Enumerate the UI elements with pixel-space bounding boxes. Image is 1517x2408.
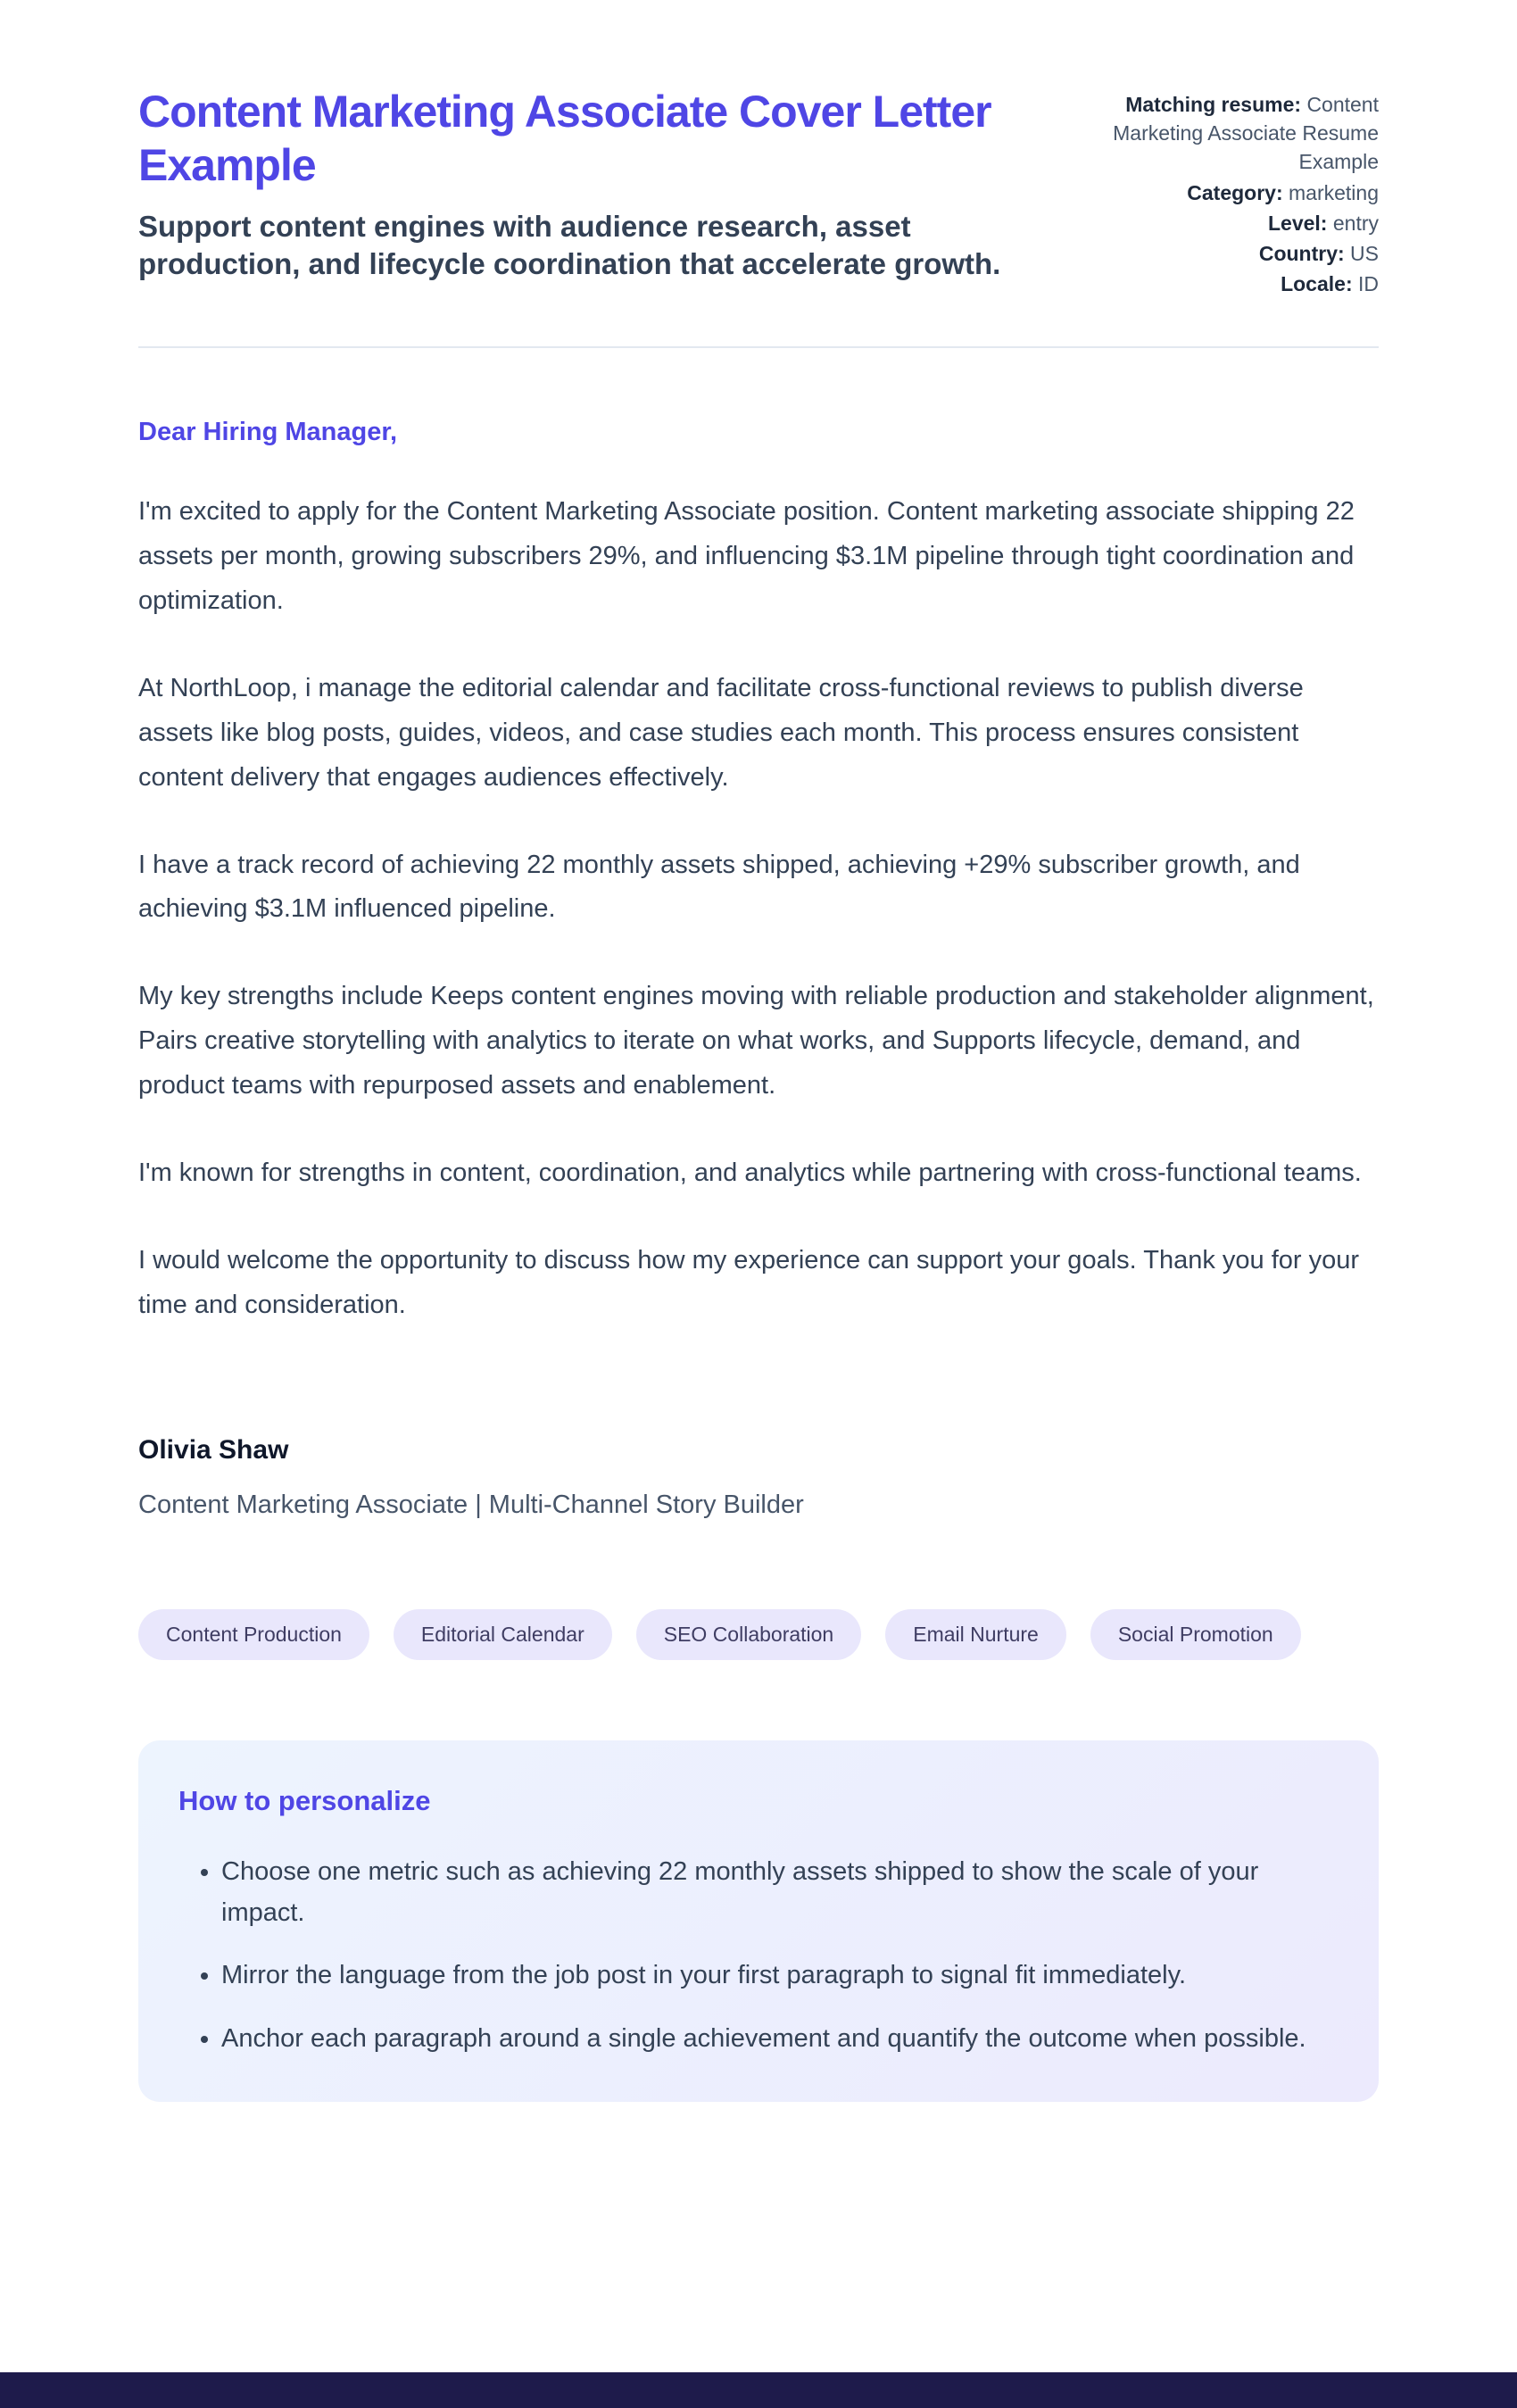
skill-tag: Social Promotion <box>1090 1609 1301 1660</box>
salutation: Dear Hiring Manager, <box>138 418 398 447</box>
how-to-personalize-box <box>138 1740 1379 2103</box>
tips-heading: How to personalize <box>178 1784 431 1816</box>
resume-meta-block <box>1071 85 1379 300</box>
signature-name: Olivia Shaw <box>138 1434 289 1465</box>
meta-label: Country: <box>1258 241 1351 265</box>
skill-tag: SEO Collaboration <box>636 1609 862 1660</box>
letter-paragraph: I'm known for strengths in content, coordination, and analytics while partnering with cross-functional teams. <box>138 1158 1362 1187</box>
meta-value: ID <box>1358 272 1379 296</box>
meta-value: marketing <box>1289 180 1379 204</box>
footer-band <box>0 2372 1517 2408</box>
skill-tags <box>138 1609 1379 1660</box>
meta-label: Level: <box>1267 211 1333 235</box>
tip-item: • Anchor each paragraph around a single achievement and quantify the outcome when possible. <box>221 2018 1330 2059</box>
meta-category <box>1071 179 1379 207</box>
meta-locale <box>1071 270 1379 298</box>
tip-item: • Mirror the language from the job post in your first paragraph to signal fit immediately. <box>221 1955 1330 1996</box>
page-subtitle: Support content engines with audience research, asset production, and lifecycle coordination that accelerate growth. <box>138 210 1001 280</box>
skill-tag: Editorial Calendar <box>394 1609 612 1660</box>
skill-tag: Content Production <box>138 1609 369 1660</box>
letter-paragraph: My key strengths include Keeps content engines moving with reliable production and stakeholder alignment, Pairs creative storytelling with analytics to iterate on what works, and Supports lifecycle, demand, and product teams with repurposed assets and enablement. <box>138 982 1374 1100</box>
meta-level <box>1071 209 1379 237</box>
letter-paragraph: I'm excited to apply for the Content Marketing Associate position. Content marketing associate shipping 22 assets per month, growing subscribers 29%, and influencing $3.1M pipeline through tight coordination and optimization. <box>138 497 1355 616</box>
meta-label: Category: <box>1187 180 1289 204</box>
letter-paragraph: I would welcome the opportunity to discuss how my experience can support your goals. Thank you for your time and consideration. <box>138 1245 1360 1319</box>
cover-letter-body <box>138 418 1379 1519</box>
header-title-block <box>138 85 1031 282</box>
meta-value: Content Marketing Associate Resume Example <box>1113 93 1379 174</box>
meta-value: entry <box>1332 211 1379 235</box>
tips-list <box>178 1851 1330 2060</box>
meta-label: Locale: <box>1281 272 1358 296</box>
page-title: Content Marketing Associate Cover Letter Example <box>138 87 991 190</box>
meta-matching-resume <box>1071 90 1379 177</box>
meta-country <box>1071 239 1379 268</box>
skill-tag: Email Nurture <box>885 1609 1066 1660</box>
letter-paragraph: I have a track record of achieving 22 monthly assets shipped, achieving +29% subscriber growth, and achieving $3.1M influenced pipeline. <box>138 850 1300 924</box>
signature-title: Content Marketing Associate | Multi-Channel Story Builder <box>138 1490 804 1519</box>
tip-item: • Choose one metric such as achieving 22 monthly assets shipped to show the scale of your impact. <box>221 1851 1330 1934</box>
meta-value: US <box>1350 241 1379 265</box>
page-header <box>138 0 1379 300</box>
letter-paragraph: At NorthLoop, i manage the editorial calendar and facilitate cross-functional reviews to publish diverse assets like blog posts, guides, videos, and case studies each month. This process ensures consistent content delivery that engages audiences effectively. <box>138 673 1304 792</box>
meta-label: Matching resume: <box>1125 93 1307 116</box>
header-divider <box>138 346 1379 348</box>
